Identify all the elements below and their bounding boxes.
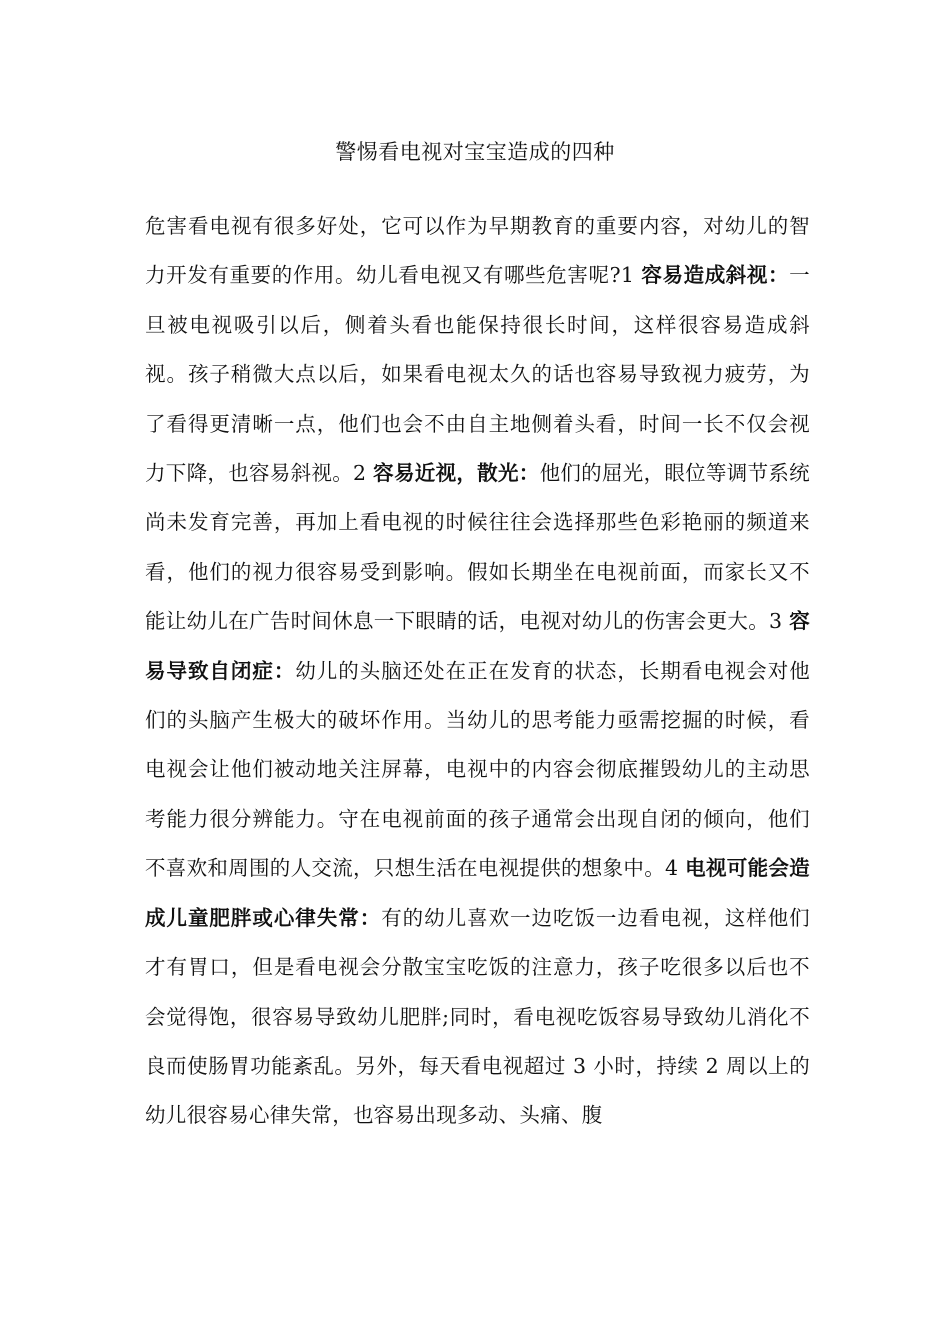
body-segment: 危害看电视有很多好处，它可以作为早期教育的重要内容，对幼儿的智力开发有重要的作用。幼儿看电视又有哪些危害呢?1 [145,214,810,288]
section-heading-strabismus: 容易造成斜视： [641,263,790,288]
section-heading-autism: 容易导致自闭症： [145,609,810,683]
body-segment: 一旦被电视吸引以后，侧着头看也能保持很长时间，这样很容易造成斜视。孩子稍微大点以后，如果看电视太久的话也容易导致视力疲劳，为了看得更清晰一点，他们也会不由自主地侧着头看，时间一长不仅会视力下降，也容易斜视。2 [145,263,810,486]
document-body [145,202,810,1141]
body-segment: 幼儿的头脑还处在正在发育的状态，长期看电视会对他们的头脑产生极大的破坏作用。当幼儿的思考能力亟需挖掘的时候，看电视会让他们被动地关注屏幕，电视中的内容会彻底摧毁幼儿的主动思考能力很分辨能力。守在电视前面的孩子通常会出现自闭的倾向，他们不喜欢和周围的人交流，只想生活在电视提供的想象中。4 [145,658,810,881]
section-heading-myopia: 容易近视，散光： [373,461,540,486]
body-segment: 有的幼儿喜欢一边吃饭一边看电视，这样他们才有胃口，但是看电视会分散宝宝吃饭的注意力，孩子吃很多以后也不会觉得饱，很容易导致幼儿肥胖;同时，看电视吃饭容易导致幼儿消化不良而使肠胃功能紊乱。另外，每天看电视超过 3 小时，持续 2 周以上的幼儿很容易心律失常，也容易出现多动、头痛、腹 [145,905,810,1128]
body-segment: 他们的屈光，眼位等调节系统尚未发育完善，再加上看电视的时候往往会选择那些色彩艳丽的频道来看，他们的视力很容易受到影响。假如长期坐在电视前面，而家长又不能让幼儿在广告时间休息一下眼睛的话，电视对幼儿的伤害会更大。3 [145,461,810,634]
section-heading-obesity: 电视可能会造成儿童肥胖或心律失常： [145,856,810,930]
document-title: 警惕看电视对宝宝造成的四种 [335,140,615,164]
